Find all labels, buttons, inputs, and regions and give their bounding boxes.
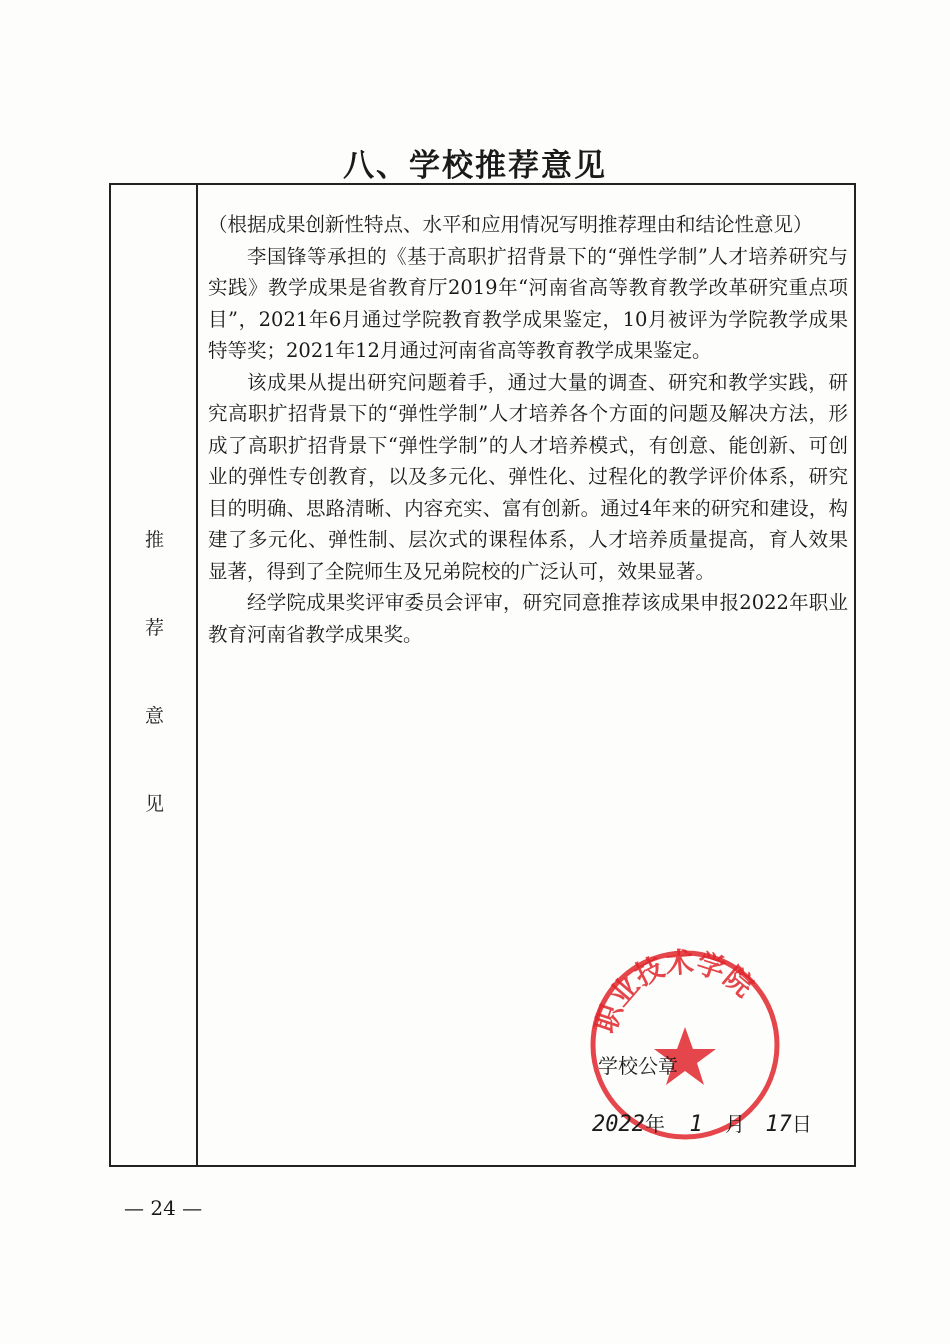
side-label-column bbox=[111, 185, 198, 1165]
side-label-char-3: 意 bbox=[144, 705, 164, 727]
instruction-text: （根据成果创新性特点、水平和应用情况写明推荐理由和结论性意见） bbox=[208, 213, 813, 236]
date-day: 17 bbox=[765, 1112, 792, 1137]
seal-ring-text: 职业技术学院 bbox=[588, 945, 760, 1037]
side-label-char-4: 见 bbox=[144, 793, 164, 815]
sign-date bbox=[592, 1108, 812, 1137]
recommendation-body bbox=[208, 209, 848, 650]
date-year-suffix: 年 bbox=[644, 1112, 665, 1136]
svg-text:职业技术学院 bbox=[589, 945, 760, 1037]
date-month-suffix: 月 bbox=[724, 1112, 745, 1136]
side-label-char-2: 荐 bbox=[144, 617, 164, 639]
date-month: 1 bbox=[689, 1112, 703, 1137]
side-label-char-1: 推 bbox=[144, 529, 164, 551]
paragraph-3: 经学院成果奖评审委员会评审，研究同意推荐该成果申报2022年职业教育河南省教学成果奖。 bbox=[208, 591, 848, 646]
seal-label: 学校公章 bbox=[598, 1054, 678, 1078]
page-number: — 24 — bbox=[124, 1196, 203, 1220]
date-day-suffix: 日 bbox=[791, 1112, 812, 1136]
paragraph-2: 该成果从提出研究问题着手，通过大量的调查、研究和教学实践，研究高职扩招背景下的“弹性学制”人才培养各个方面的问题及解决方法，形成了高职扩招背景下“弹性学制”的人才培养模式，有创意、能创新、可创业的弹性专创教育，以及多元化、弹性化、过程化的教学评价体系，研究目的明确、思路清晰、内容充实、富有创新。通过4年来的研究和建设，构建了多元化、弹性制、层次式的课程体系，人才培养质量提高，育人效果显著，得到了全院师生及兄弟院校的广泛认可，效果显著。 bbox=[208, 370, 848, 583]
page-title: 八、学校推荐意见 bbox=[343, 148, 607, 184]
date-year: 2022 bbox=[592, 1112, 645, 1137]
paragraph-1: 李国锋等承担的《基于高职扩招背景下的“弹性学制”人才培养研究与实践》教学成果是省教育厅2019年“河南省高等教育教学改革研究重点项目”，2021年6月通过学院教育教学成果鉴定，10月被评为学院教学成果特等奖；2021年12月通过河南省高等教育教学成果鉴定。 bbox=[208, 244, 848, 362]
